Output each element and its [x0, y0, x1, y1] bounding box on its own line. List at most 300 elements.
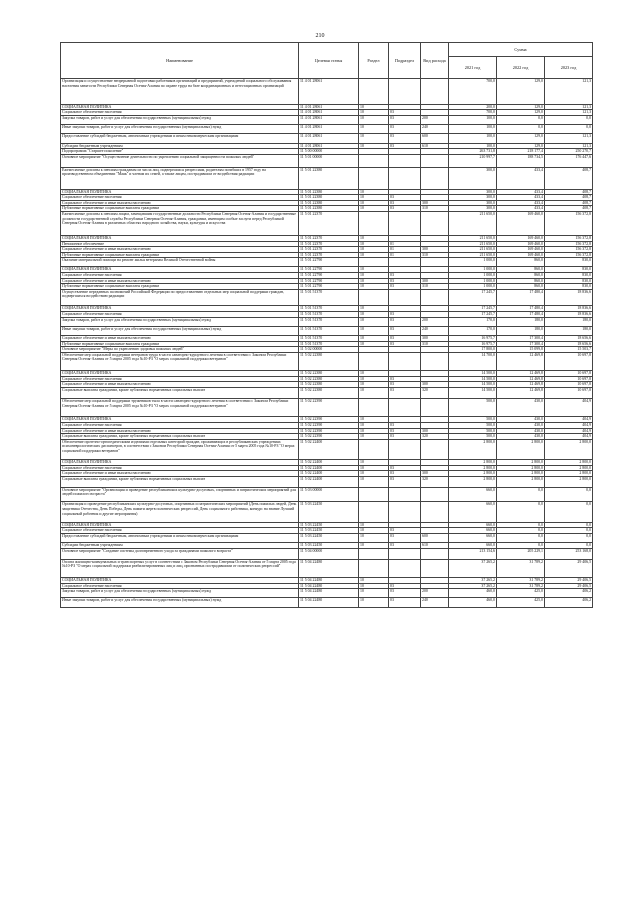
row-section	[359, 154, 389, 167]
row-name: Социальные выплаты гражданам, кроме публичных нормативных социальных выплат	[61, 434, 299, 440]
row-sum-2021: 16 975,7	[449, 335, 497, 341]
row-sum-2022: 0,0	[497, 543, 545, 549]
row-sum-2022: 860,0	[497, 258, 545, 267]
row-sum-2023: 404,9	[545, 422, 593, 428]
row-target-article: 11 5 03 22450	[299, 502, 359, 522]
row-name: СОЦИАЛЬНАЯ ПОЛИТИКА	[61, 267, 299, 273]
row-sum-2021: 300,0	[449, 195, 497, 201]
row-name: Подпрограмма "Старшее поколение"	[61, 149, 299, 155]
row-sum-2023: 10 697,8	[545, 376, 593, 382]
header-sum: Сумма	[449, 43, 593, 57]
row-name: Иные закупки товаров, работ и услуг для обеспечения государственных (муниципальных) нужд	[61, 598, 299, 607]
row-name: Ежемесячные доплаты к пенсиям лицам, замещавшим государственные должности Республики Северная Осетия-Алания и государственные должности государственной службы Республики Северная Осетия-Алания, гражданам, имеющим особые заслуги перед Республикой Северная Осетия-Алания в различных областях народного хозяйства, науки, культуры и искусства	[61, 212, 299, 236]
row-name: Социальное обеспечение и иные выплаты населению	[61, 335, 299, 341]
row-subsection: 03	[389, 195, 421, 201]
row-sum-2023: 18 836,6	[545, 289, 593, 306]
row-subsection: 01	[389, 247, 421, 253]
header-expense-type: Вид расхода	[421, 43, 449, 79]
row-name: Обеспечение протезно-ортопедическими изделиями отдельных категорий граждан, проживающих в республиканских учреждениях психоневрологических диспансеров, в соответствии с Законом Республики Северная Осетия-Алания от 5 марта 2005 года №10-РЗ "О мерах социальной поддержки ветеранов"	[61, 439, 299, 459]
table-body	[61, 79, 593, 608]
row-name: Предоставление субсидий бюджетным, автономным учреждениям и иным некоммерческим организациям	[61, 134, 299, 143]
row-section: 10	[359, 247, 389, 253]
row-target-article: 11 5 02 22380	[299, 382, 359, 388]
row-subsection: 03	[389, 206, 421, 212]
row-sum-2022: 433,4	[497, 167, 545, 189]
row-expense-type: 320	[421, 387, 449, 398]
row-sum-2022: 433,4	[497, 189, 545, 195]
row-target-article: 11 5 01 51370	[299, 341, 359, 347]
row-sum-2022: 17 480,4	[497, 289, 545, 306]
row-target-article: 11 5 02 22390	[299, 417, 359, 423]
row-section: 10	[359, 284, 389, 290]
row-section: 10	[359, 143, 389, 149]
row-sum-2022: 12 469,8	[497, 382, 545, 388]
row-sum-2022: 12 469,8	[497, 387, 545, 398]
row-sum-2021: 14 500,0	[449, 387, 497, 398]
table-row	[61, 125, 593, 134]
row-expense-type	[421, 548, 449, 559]
row-sum-2022: 0,0	[497, 502, 545, 522]
row-sum-2023: 404,9	[545, 398, 593, 416]
row-expense-type	[421, 154, 449, 167]
table-row	[61, 476, 593, 487]
row-sum-2021: 37 265,2	[449, 578, 497, 584]
row-sum-2021: 660,0	[449, 528, 497, 534]
row-expense-type: 310	[421, 252, 449, 258]
row-section: 10	[359, 241, 389, 247]
row-expense-type: 320	[421, 476, 449, 487]
row-section: 10	[359, 115, 389, 124]
table-row	[61, 487, 593, 502]
row-name: Основное мероприятие "Меры по укреплению здоровья пожилых людей"	[61, 347, 299, 353]
row-sum-2021: 300,0	[449, 206, 497, 212]
row-sum-2023: 121,3	[545, 134, 593, 143]
row-name: Пенсионное обеспечение	[61, 241, 299, 247]
row-target-article: 11 4 01 28061	[299, 104, 359, 110]
row-section: 10	[359, 125, 389, 134]
row-name: Закупка товаров, работ и услуг для обеспечения государственных (муниципальных) нужд	[61, 115, 299, 124]
row-name: СОЦИАЛЬНАЯ ПОЛИТИКА	[61, 235, 299, 241]
row-sum-2022: 430,0	[497, 434, 545, 440]
row-sum-2023: 156 372,8	[545, 212, 593, 236]
row-target-article: 11 5 04 00000	[299, 548, 359, 559]
table-row	[61, 352, 593, 370]
row-sum-2021: 2 800,0	[449, 439, 497, 459]
row-sum-2022: 17 300,4	[497, 335, 545, 341]
row-target-article: 11 5 01 22790	[299, 273, 359, 279]
row-sum-2022: 430,0	[497, 428, 545, 434]
row-subsection: 03	[389, 312, 421, 318]
row-section: 10	[359, 533, 389, 542]
row-name: Социальное обеспечение населения	[61, 273, 299, 279]
row-subsection: 01	[389, 241, 421, 247]
row-sum-2023: 2 800,0	[545, 465, 593, 471]
row-sum-2022: 169 460,0	[497, 212, 545, 236]
row-target-article: 11 5 01 22380	[299, 167, 359, 189]
row-section	[359, 352, 389, 370]
row-expense-type: 610	[421, 543, 449, 549]
row-sum-2023: 2 800,0	[545, 439, 593, 459]
row-target-article: 11 5 01 22790	[299, 258, 359, 267]
row-sum-2023: 830,0	[545, 267, 593, 273]
row-sum-2021: 500,0	[449, 398, 497, 416]
row-sum-2021: 1 000,0	[449, 284, 497, 290]
row-expense-type: 300	[421, 471, 449, 477]
row-section: 10	[359, 476, 389, 487]
row-section	[359, 439, 389, 459]
row-target-article: 11 5 02 22390	[299, 422, 359, 428]
row-section	[359, 79, 389, 105]
row-section: 10	[359, 382, 389, 388]
row-section: 10	[359, 335, 389, 341]
row-expense-type: 310	[421, 206, 449, 212]
row-subsection	[389, 154, 421, 167]
row-sum-2021: 460,0	[449, 598, 497, 607]
row-name: Социальное обеспечение и иные выплаты населению	[61, 471, 299, 477]
row-name: Предоставление субсидий бюджетным, автономным учреждениям и иным некоммерческим организациям	[61, 533, 299, 542]
row-name: Оплата жилищно-коммунальных и транспортных услуг в соответствии с Законом Республики Северная Осетия-Алания от 5 марта 2005 года №10-РЗ "О мерах социальной поддержки реабилитированных лиц и лиц, признанных пострадавшими от политических репрессий"	[61, 559, 299, 577]
row-expense-type: 300	[421, 382, 449, 388]
row-section: 10	[359, 134, 389, 143]
row-sum-2023: 29 406,5	[545, 578, 593, 584]
row-subsection: 03	[389, 382, 421, 388]
row-section: 10	[359, 341, 389, 347]
row-subsection: 03	[389, 528, 421, 534]
row-sum-2022: 129,0	[497, 79, 545, 105]
row-sum-2021: 211 650,0	[449, 247, 497, 253]
row-target-article: 11 5 01 22380	[299, 206, 359, 212]
budget-table	[60, 42, 593, 608]
row-sum-2022: 0,0	[497, 125, 545, 134]
row-sum-2023: 830,0	[545, 273, 593, 279]
row-section	[359, 212, 389, 236]
row-sum-2021: 17 245,7	[449, 289, 497, 306]
table-row	[61, 589, 593, 598]
row-sum-2023: 0,0	[545, 543, 593, 549]
row-target-article: 11 4 01 28061	[299, 115, 359, 124]
row-expense-type: 300	[421, 247, 449, 253]
row-sum-2021: 210 997,7	[449, 154, 497, 167]
row-name: Социальное обеспечение и иные выплаты населению	[61, 200, 299, 206]
row-sum-2021: 211 650,0	[449, 252, 497, 258]
table-row	[61, 134, 593, 143]
table-row	[61, 502, 593, 522]
row-sum-2021: 37 265,2	[449, 583, 497, 589]
row-sum-2021: 500,0	[449, 417, 497, 423]
row-name: Социальное обеспечение населения	[61, 195, 299, 201]
row-subsection: 03	[389, 278, 421, 284]
row-target-article: 11 5 01 22380	[299, 189, 359, 195]
row-sum-2023: 121,3	[545, 143, 593, 149]
table-row	[61, 154, 593, 167]
row-section: 10	[359, 306, 389, 312]
row-target-article: 11 5 01 22370	[299, 235, 359, 241]
row-sum-2023: 253 168,0	[545, 548, 593, 559]
row-sum-2023: 10 697,8	[545, 352, 593, 370]
row-subsection	[389, 167, 421, 189]
row-name: Ежемесячные доплаты к пенсиям гражданам из числа лиц, подвергшихся репрессиям, родителям погибших в 1957 году на производственном объединении "Маяк" и членам их семей, а также лицам, пострадавшим от воздействия радиации	[61, 167, 299, 189]
row-sum-2023: 404,9	[545, 434, 593, 440]
row-sum-2022: 0,0	[497, 522, 545, 528]
row-expense-type: 200	[421, 589, 449, 598]
row-sum-2022: 860,0	[497, 278, 545, 284]
row-section: 10	[359, 428, 389, 434]
row-name: СОЦИАЛЬНАЯ ПОЛИТИКА	[61, 104, 299, 110]
row-sum-2022: 0,0	[497, 115, 545, 124]
row-expense-type	[421, 487, 449, 502]
row-sum-2021: 1 000,0	[449, 267, 497, 273]
row-section: 10	[359, 528, 389, 534]
row-expense-type	[421, 258, 449, 267]
table-row	[61, 559, 593, 577]
row-sum-2021: 211 650,0	[449, 235, 497, 241]
row-target-article: 11 4 01 28061	[299, 134, 359, 143]
row-sum-2023: 408,7	[545, 189, 593, 195]
row-target-article: 11 5 03 00000	[299, 487, 359, 502]
row-section: 10	[359, 589, 389, 598]
row-expense-type	[421, 559, 449, 577]
row-subsection: 03	[389, 465, 421, 471]
row-expense-type: 300	[421, 428, 449, 434]
row-subsection	[389, 487, 421, 502]
row-expense-type: 300	[421, 200, 449, 206]
row-name: СОЦИАЛЬНАЯ ПОЛИТИКА	[61, 459, 299, 465]
header-year-2022: 2022 год	[497, 57, 545, 79]
row-sum-2022: 169 460,0	[497, 241, 545, 247]
row-target-article: 11 5 01 22370	[299, 241, 359, 247]
row-sum-2022: 218 177,4	[497, 149, 545, 155]
row-subsection: 03	[389, 317, 421, 326]
row-sum-2021: 17 245,7	[449, 306, 497, 312]
row-name: Социальное обеспечение населения	[61, 465, 299, 471]
row-subsection: 03	[389, 387, 421, 398]
row-sum-2022: 12 469,8	[497, 352, 545, 370]
row-target-article: 11 5 00 00000	[299, 149, 359, 155]
row-target-article: 11 5 01 22370	[299, 247, 359, 253]
row-section	[359, 487, 389, 502]
row-expense-type	[421, 439, 449, 459]
row-section: 10	[359, 578, 389, 584]
row-name: СОЦИАЛЬНАЯ ПОЛИТИКА	[61, 578, 299, 584]
row-sum-2022: 0,0	[497, 528, 545, 534]
row-target-article: 11 5 01 51370	[299, 335, 359, 341]
row-subsection	[389, 289, 421, 306]
row-name: Социальное обеспечение населения	[61, 376, 299, 382]
row-sum-2022: 17 480,4	[497, 306, 545, 312]
row-sum-2021: 500,0	[449, 428, 497, 434]
row-expense-type	[421, 352, 449, 370]
row-name: СОЦИАЛЬНАЯ ПОЛИТИКА	[61, 522, 299, 528]
row-sum-2021: 2 800,0	[449, 459, 497, 465]
row-subsection: 03	[389, 273, 421, 279]
row-expense-type: 200	[421, 317, 449, 326]
row-sum-2022: 860,0	[497, 273, 545, 279]
row-sum-2023: 121,3	[545, 104, 593, 110]
row-target-article: 11 5 02 22400	[299, 459, 359, 465]
row-name: Основное мероприятие "Осуществление деятельности по укреплению социальной защищенности пожилых людей"	[61, 154, 299, 167]
row-sum-2021: 17 245,7	[449, 312, 497, 318]
row-subsection	[389, 398, 421, 416]
row-sum-2022: 433,4	[497, 200, 545, 206]
row-sum-2022: 31 789,2	[497, 559, 545, 577]
row-sum-2023: 0,0	[545, 528, 593, 534]
table-row	[61, 533, 593, 542]
row-name: Закупка товаров, работ и услуг для обеспечения государственных (муниципальных) нужд	[61, 589, 299, 598]
row-sum-2021: 660,0	[449, 522, 497, 528]
row-sum-2023: 18 836,6	[545, 312, 593, 318]
row-sum-2023: 250 270,7	[545, 149, 593, 155]
table-row	[61, 317, 593, 326]
row-sum-2022: 31 789,2	[497, 583, 545, 589]
row-subsection: 03	[389, 428, 421, 434]
row-sum-2023: 2 800,0	[545, 471, 593, 477]
row-sum-2022: 12 469,8	[497, 376, 545, 382]
row-name: Обеспечение мер социальной поддержки ветеранов труда в части санаторно-курортного лечения в соответствии с Законом Республики Северная Осетия-Алания от 5 марта 2005 года №10-РЗ "О мерах социальной поддержки ветеранов"	[61, 352, 299, 370]
table-row	[61, 115, 593, 124]
row-section: 10	[359, 387, 389, 398]
row-sum-2022: 180,0	[497, 326, 545, 335]
row-sum-2022: 15 099,8	[497, 347, 545, 353]
row-sum-2021: 14 500,0	[449, 382, 497, 388]
row-sum-2023: 406,2	[545, 589, 593, 598]
row-expense-type: 310	[421, 284, 449, 290]
row-sum-2023: 0,0	[545, 522, 593, 528]
row-section: 10	[359, 267, 389, 273]
row-sum-2023: 830,0	[545, 278, 593, 284]
row-subsection: 03	[389, 200, 421, 206]
row-sum-2022: 430,0	[497, 417, 545, 423]
row-section	[359, 167, 389, 189]
row-sum-2021: 170,0	[449, 326, 497, 335]
row-target-article: 11 5 01 22370	[299, 212, 359, 236]
row-name: Социальное обеспечение и иные выплаты населению	[61, 247, 299, 253]
row-sum-2023: 408,7	[545, 200, 593, 206]
row-sum-2022: 2 800,0	[497, 459, 545, 465]
header-year-2021: 2021 год	[449, 57, 497, 79]
row-sum-2021: 2 800,0	[449, 465, 497, 471]
row-name: Закупка товаров, работ и услуг для обеспечения государственных (муниципальных) нужд	[61, 317, 299, 326]
row-target-article: 11 5 02 22380	[299, 387, 359, 398]
row-sum-2023: 156 372,8	[545, 235, 593, 241]
row-sum-2023: 408,7	[545, 206, 593, 212]
row-section	[359, 548, 389, 559]
row-sum-2023: 29 406,5	[545, 583, 593, 589]
row-sum-2023: 404,9	[545, 417, 593, 423]
row-subsection: 03	[389, 326, 421, 335]
row-sum-2021: 211 650,0	[449, 241, 497, 247]
row-sum-2022: 860,0	[497, 267, 545, 273]
row-sum-2023: 2 800,0	[545, 459, 593, 465]
row-sum-2022: 12 469,8	[497, 371, 545, 377]
row-sum-2022: 2 800,0	[497, 471, 545, 477]
row-sum-2021: 200,0	[449, 104, 497, 110]
row-name: Основное мероприятие "Организация и проведение республиканских культурно-досуговых, спортивных и патриотических мероприятий для людей пожилого возраста"	[61, 487, 299, 502]
row-subsection: 03	[389, 471, 421, 477]
row-target-article: 11 5 02 22400	[299, 471, 359, 477]
row-section	[359, 258, 389, 267]
row-name: Иные закупки товаров, работ и услуг для обеспечения государственных (муниципальных) нужд	[61, 125, 299, 134]
row-sum-2023: 830,0	[545, 258, 593, 267]
row-section: 10	[359, 598, 389, 607]
row-sum-2023: 18 836,6	[545, 306, 593, 312]
header-name: Наименование	[61, 43, 299, 79]
row-target-article: 11 5 02 22380	[299, 376, 359, 382]
row-name: Публичные нормативные социальные выплаты гражданам	[61, 206, 299, 212]
row-name: Организация и осуществление непрерывной подготовки работников организаций и предприятий, учреждений социального обслуживания населения занятости Республики Северная Осетия-Алания по охране труда на базе координационных и аттестационных организаций	[61, 79, 299, 105]
row-sum-2023: 406,2	[545, 598, 593, 607]
row-target-article: 11 4 01 28061	[299, 143, 359, 149]
row-sum-2023: 121,3	[545, 110, 593, 116]
row-sum-2022: 180,0	[497, 317, 545, 326]
row-section	[359, 398, 389, 416]
row-section: 10	[359, 465, 389, 471]
row-subsection: 03	[389, 533, 421, 542]
row-target-article: 11 5 03 22450	[299, 533, 359, 542]
row-subsection: 03	[389, 110, 421, 116]
row-sum-2022: 169 460,0	[497, 252, 545, 258]
row-target-article: 11 5 01 51370	[299, 289, 359, 306]
row-expense-type: 600	[421, 533, 449, 542]
row-sum-2023: 404,9	[545, 428, 593, 434]
row-sum-2022: 129,0	[497, 134, 545, 143]
row-section	[359, 559, 389, 577]
row-sum-2022: 188 734,5	[497, 154, 545, 167]
row-target-article: 11 5 04 22480	[299, 578, 359, 584]
row-name: СОЦИАЛЬНАЯ ПОЛИТИКА	[61, 417, 299, 423]
row-sum-2023: 29 406,5	[545, 559, 593, 577]
row-section: 10	[359, 422, 389, 428]
row-target-article: 11 4 01 28061	[299, 110, 359, 116]
row-sum-2022: 425,0	[497, 589, 545, 598]
row-sum-2023: 156 372,8	[545, 247, 593, 253]
row-sum-2021: 460,0	[449, 589, 497, 598]
row-section	[359, 502, 389, 522]
row-sum-2021: 660,0	[449, 543, 497, 549]
row-sum-2021: 100,0	[449, 125, 497, 134]
row-expense-type: 300	[421, 278, 449, 284]
row-sum-2021: 211 650,0	[449, 212, 497, 236]
row-subsection	[389, 79, 421, 105]
row-section: 10	[359, 200, 389, 206]
row-sum-2021: 500,0	[449, 434, 497, 440]
row-expense-type	[421, 79, 449, 105]
row-sum-2022: 2 800,0	[497, 476, 545, 487]
row-subsection: 01	[389, 252, 421, 258]
row-subsection	[389, 352, 421, 370]
row-subsection: 03	[389, 376, 421, 382]
row-name: Социальные выплаты гражданам, кроме публичных нормативных социальных выплат	[61, 387, 299, 398]
row-name: Иные закупки товаров, работ и услуг для обеспечения государственных (муниципальных) нужд	[61, 326, 299, 335]
row-sum-2022: 169 460,0	[497, 235, 545, 241]
row-section: 10	[359, 278, 389, 284]
row-target-article: 11 5 01 51370	[299, 306, 359, 312]
row-sum-2021: 700,0	[449, 110, 497, 116]
row-sum-2022: 17 480,4	[497, 312, 545, 318]
row-sum-2021: 37 265,2	[449, 559, 497, 577]
header-target-article: Целевая статья	[299, 43, 359, 79]
row-target-article: 11 5 01 51370	[299, 312, 359, 318]
row-sum-2022: 860,0	[497, 284, 545, 290]
row-sum-2021: 100,0	[449, 143, 497, 149]
row-target-article: 11 5 01 22380	[299, 195, 359, 201]
row-section: 10	[359, 434, 389, 440]
row-name: Публичные нормативные социальные выплаты гражданам	[61, 284, 299, 290]
row-target-article: 11 5 02 22390	[299, 398, 359, 416]
row-expense-type: 240	[421, 326, 449, 335]
row-target-article: 11 5 02 22400	[299, 439, 359, 459]
row-expense-type	[421, 502, 449, 522]
table-row	[61, 212, 593, 236]
